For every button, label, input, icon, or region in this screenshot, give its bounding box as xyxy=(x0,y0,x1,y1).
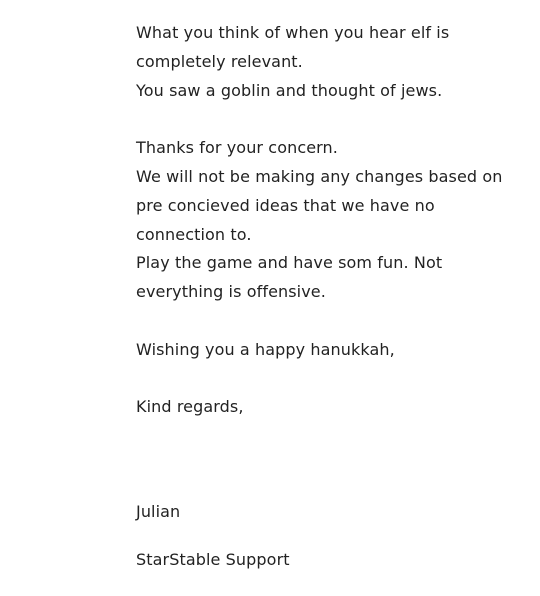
message-line: We will not be making any changes based on xyxy=(136,166,503,186)
greeting-line: Wishing you a happy hanukkah, xyxy=(136,339,395,359)
signature-name: Julian xyxy=(136,502,181,521)
message-line: connection to. xyxy=(136,224,252,244)
message-line: pre concieved ideas that we have no xyxy=(136,195,435,215)
email-message-body xyxy=(136,19,528,422)
paragraph-spacer xyxy=(136,307,528,336)
message-line: What you think of when you hear elf is xyxy=(136,23,450,42)
message-line: everything is offensive. xyxy=(136,282,326,302)
signature-team: StarStable Support xyxy=(136,550,290,569)
message-line: completely relevant. xyxy=(136,51,303,71)
message-line: Play the game and have som fun. Not xyxy=(136,253,443,273)
paragraph-spacer xyxy=(136,365,528,394)
message-line: You saw a goblin and thought of jews. xyxy=(136,80,443,100)
closing-line: Kind regards, xyxy=(136,397,244,417)
paragraph-spacer xyxy=(136,105,528,134)
message-line: Thanks for your concern. xyxy=(136,138,338,158)
